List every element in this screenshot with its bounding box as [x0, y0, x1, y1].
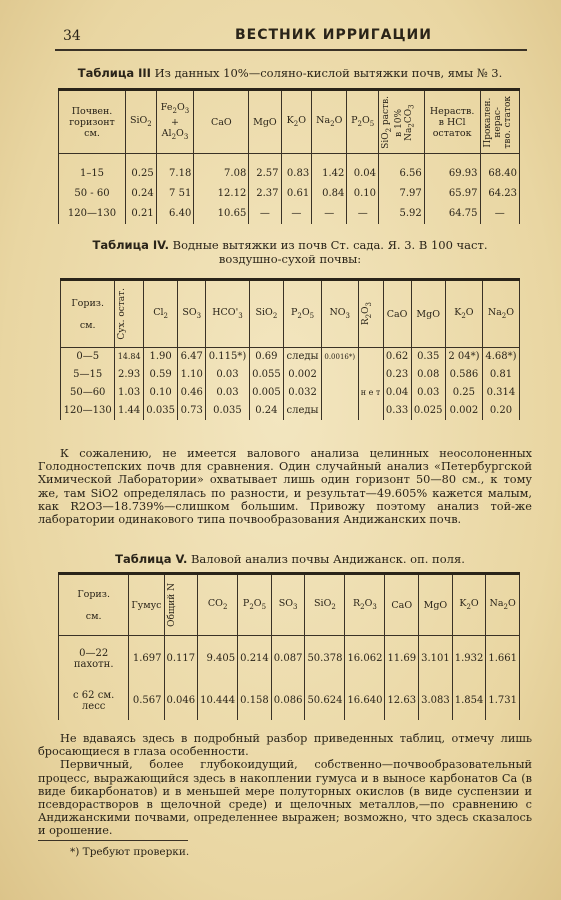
table-cell: 64.75 [424, 204, 480, 224]
table-cell: 50—60 [61, 384, 115, 402]
table-cell: 7.08 [194, 164, 249, 184]
table-cell: 1.731 [486, 682, 520, 720]
table-cell: 16.640 [345, 682, 385, 720]
table-cell: 0.33 [383, 402, 411, 420]
table-cell: 14.84 [115, 348, 144, 366]
table-cell: 16.062 [345, 636, 385, 682]
table-cell: 11.69 [385, 636, 419, 682]
page-number: 34 [63, 28, 81, 44]
table-cell: 1.03 [115, 384, 144, 402]
t3-h-calc: Прокален. нерас- тво. статок [480, 90, 519, 154]
table-cell: 0.025 [411, 402, 445, 420]
table-cell: 0.032 [284, 384, 322, 402]
table4-title-line1: Водные вытяжки из почв Ст. сада. Я. 3. В 100 част. [172, 238, 488, 252]
t4-h-cao: CaO [383, 280, 411, 348]
table-cell: 50 - 60 [59, 184, 126, 204]
table5-title: Валовой анализ почвы Андижанск. оп. поля. [190, 552, 465, 566]
t5-h-r2o3: $R_2O_3$ [345, 574, 385, 636]
table-cell: с 62 см. лесс [59, 682, 129, 720]
table-cell [321, 384, 358, 402]
table-cell: 0.81 [482, 366, 519, 384]
table-row [59, 636, 520, 682]
table-cell: 0.35 [411, 348, 445, 366]
footnote-rule [38, 840, 188, 841]
t3-h-insol: Нераств. в HCl остаток [424, 90, 480, 154]
t4-h-cl2: $Cl_2$ [143, 280, 177, 348]
table-row [61, 402, 520, 420]
table-cell: 0.0016*) [321, 348, 358, 366]
t5-h-mgo: MgO [419, 574, 453, 636]
table-cell: 50.624 [305, 682, 345, 720]
t5-h-humus: Гумус [129, 574, 164, 636]
t3-h-p2o5: $P_2O_5$ [347, 90, 379, 154]
table-cell: 9.405 [198, 636, 238, 682]
table-row [59, 204, 520, 224]
table-cell: 0.04 [347, 164, 379, 184]
paragraph-2-text: Не вдаваясь здесь в подробный разбор приведенных таблиц, отмечу лишь бросающиеся в глаза особенности. [38, 732, 532, 759]
table-cell: 50.378 [305, 636, 345, 682]
table-cell: 1.90 [143, 348, 177, 366]
table-cell: 1.42 [312, 164, 347, 184]
footnote: *) Требуют проверки. [70, 846, 190, 858]
table-cell: 0.117 [164, 636, 198, 682]
table-cell: 12.63 [385, 682, 419, 720]
table-cell: 1.661 [486, 636, 520, 682]
table-row [61, 366, 520, 384]
table-cell [358, 348, 383, 366]
table-cell: 1.10 [178, 366, 206, 384]
paragraph-1-text: К сожалению, не имеется валового анализа целинных неосолоненных Голодностепских почв для сравнения. Один случайный анализ «Петербургской Химической Лаборатории» охватывает лишь один горизонт 50—80 см., к тому же, там SiO2 определялась по разности, и результат—49.605% кажется малым, как R2O3—18.739%—слишком большим. Привожу поэтому анализ той-же лаборатории одинакового типа почвообразования Андижанских почв. [38, 447, 532, 527]
table-row [59, 164, 520, 184]
table-cell: 6.56 [379, 164, 425, 184]
table-cell [321, 366, 358, 384]
table-cell: 12.12 [194, 184, 249, 204]
table-cell: 120—130 [61, 402, 115, 420]
table4 [60, 278, 520, 420]
t5-h-sio2: SiO$_2$ [305, 574, 345, 636]
t5-h-total-n: Общий N [164, 574, 198, 636]
table-cell: — [347, 204, 379, 224]
table-cell: — [312, 204, 347, 224]
running-header [55, 26, 525, 48]
table-cell: 65.97 [424, 184, 480, 204]
table-cell: 0.84 [312, 184, 347, 204]
table-cell: следы [284, 402, 322, 420]
table-cell: 0.03 [206, 384, 250, 402]
table-cell: 0.087 [271, 636, 305, 682]
t4-h-p2o5: $P_2O_5$ [284, 280, 322, 348]
table-cell: 0.20 [482, 402, 519, 420]
t4-h-mgo: MgO [411, 280, 445, 348]
table-cell: — [281, 204, 312, 224]
t4-h-na2o: $Na_2O$ [482, 280, 519, 348]
table-cell: 0.69 [249, 348, 283, 366]
table-cell: 0.586 [445, 366, 482, 384]
table-cell: 0.10 [347, 184, 379, 204]
table-cell: 1–15 [59, 164, 126, 184]
table-cell [358, 402, 383, 420]
table-cell: 0.24 [126, 184, 157, 204]
table-cell: 0.086 [271, 682, 305, 720]
table-cell: 3.101 [419, 636, 453, 682]
t3-h-sio2-sol: SiO$_2$ раств. в 10% $Na_2CO_3$ [379, 90, 425, 154]
table-cell: 64.23 [480, 184, 519, 204]
table-cell: 7.97 [379, 184, 425, 204]
t5-h-na2o: $Na_2O$ [486, 574, 520, 636]
table-cell: 0.002 [284, 366, 322, 384]
table-cell: 0.24 [249, 402, 283, 420]
t3-h-mgo: MgO [249, 90, 281, 154]
t4-h-so3: $SO_3$ [178, 280, 206, 348]
table-cell: 0.03 [206, 366, 250, 384]
table-cell [321, 402, 358, 420]
paragraph-2 [38, 732, 532, 838]
table-cell: 10.444 [198, 682, 238, 720]
table-cell: 2.57 [249, 164, 281, 184]
table-cell: 0.21 [126, 204, 157, 224]
table-cell: 0.08 [411, 366, 445, 384]
t5-h-so3: $SO_3$ [271, 574, 305, 636]
header-rule [55, 49, 527, 51]
table-cell: 0—5 [61, 348, 115, 366]
table-row [59, 682, 520, 720]
t3-h-na2o: $Na_2O$ [312, 90, 347, 154]
table-cell: 4.68*) [482, 348, 519, 366]
table3-caption [60, 66, 520, 80]
table-cell: 0.25 [126, 164, 157, 184]
table-cell [358, 366, 383, 384]
t4-h-dry: Сух. остат. [115, 280, 144, 348]
t4-h-r2o3: $R_2O_3$ [358, 280, 383, 348]
table-cell: 0.005 [249, 384, 283, 402]
table-cell: 7.18 [156, 164, 194, 184]
table-cell: 5—15 [61, 366, 115, 384]
table4-title-line2: воздушно-сухой почвы: [218, 252, 362, 266]
table4-caption [60, 238, 520, 266]
table-cell: 0.115*) [206, 348, 250, 366]
table-cell: 1.697 [129, 636, 164, 682]
table-cell: 120—130 [59, 204, 126, 224]
table-cell: 6.47 [178, 348, 206, 366]
table-row [59, 184, 520, 204]
t5-h-k2o: $K_2O$ [452, 574, 486, 636]
t3-h-fe2o3: $Fe_2O_3$ + $Al_2O_3$ [156, 90, 194, 154]
table-cell: 1.854 [452, 682, 486, 720]
table-cell: 0.214 [238, 636, 272, 682]
table-row [61, 348, 520, 366]
table-cell: 0.035 [143, 402, 177, 420]
t4-h-hco3: $HCO'_3$ [206, 280, 250, 348]
table-cell: 0.62 [383, 348, 411, 366]
table-cell: 0—22 пахотн. [59, 636, 129, 682]
table5-caption [60, 552, 520, 566]
t5-h-co2: $CO_2$ [198, 574, 238, 636]
table-cell: — [480, 204, 519, 224]
table-cell: 0.46 [178, 384, 206, 402]
table-cell: 0.158 [238, 682, 272, 720]
t5-h-horizon: Гориз. см. [59, 574, 129, 636]
table4-label: Таблица IV. [92, 238, 169, 252]
table-cell: 10.65 [194, 204, 249, 224]
t5-h-p2o5: $P_2O_5$ [238, 574, 272, 636]
table-cell: 2.37 [249, 184, 281, 204]
table-cell: 0.61 [281, 184, 312, 204]
table-cell: 0.10 [143, 384, 177, 402]
t3-h-horizon: Почвен. горизонт см. [59, 90, 126, 154]
table-cell: 69.93 [424, 164, 480, 184]
t3-h-k2o: $K_2O$ [281, 90, 312, 154]
t4-h-horizon: Гориз. см. [61, 280, 115, 348]
table-cell: 2.93 [115, 366, 144, 384]
table-cell: 0.046 [164, 682, 198, 720]
table-cell: 0.002 [445, 402, 482, 420]
table3-title: Из данных 10%—соляно-кислой вытяжки почв, ямы № 3. [154, 66, 503, 80]
table-cell: 68.40 [480, 164, 519, 184]
table-cell: 0.59 [143, 366, 177, 384]
table-cell: 1.932 [452, 636, 486, 682]
table-cell: 3.083 [419, 682, 453, 720]
journal-title: ВЕСТНИК ИРРИГАЦИИ [235, 27, 432, 43]
table-cell: 0.03 [411, 384, 445, 402]
table-cell: 0.23 [383, 366, 411, 384]
table-cell: 1.44 [115, 402, 144, 420]
table-row [61, 384, 520, 402]
t4-h-no3: $NO_3$ [321, 280, 358, 348]
table-cell: 0.04 [383, 384, 411, 402]
t3-h-sio2: SiO$_2$ [126, 90, 157, 154]
table-cell: 5.92 [379, 204, 425, 224]
table-cell: 0.567 [129, 682, 164, 720]
table-cell: 0.83 [281, 164, 312, 184]
table-cell: н е т [358, 384, 383, 402]
table-cell: 0.055 [249, 366, 283, 384]
t4-h-k2o: $K_2O$ [445, 280, 482, 348]
table-cell: 6.40 [156, 204, 194, 224]
table5-label: Таблица V. [115, 552, 188, 566]
paragraph-3-text: Первичный, более глубокоидущий, собственно—почвообразовательный процесс, выражающийся здесь в накоплении гумуса и в выносе карбонатов Са (в виде бикарбонатов) и в меньшей мере полуторных окислов (в виде суспензии и псевдорастворов в щелочной среде) и щелочных металлов,—по сравнению с Андижанскими почвами, определеннее выражен; возможно, что здесь сказалось и орошение. [38, 758, 532, 838]
paragraph-1 [38, 447, 532, 526]
table-cell: 0.73 [178, 402, 206, 420]
table-cell: 2 04*) [445, 348, 482, 366]
table-cell: следы [284, 348, 322, 366]
table-cell: 0.314 [482, 384, 519, 402]
table5 [58, 572, 520, 720]
table-cell: — [249, 204, 281, 224]
table-cell: 0.035 [206, 402, 250, 420]
table3-label: Таблица III [77, 66, 151, 80]
t4-h-sio2: SiO$_2$ [249, 280, 283, 348]
table-cell: 7 51 [156, 184, 194, 204]
t3-h-cao: CaO [194, 90, 249, 154]
t5-h-cao: CaO [385, 574, 419, 636]
table-cell: 0.25 [445, 384, 482, 402]
table3 [58, 88, 520, 224]
